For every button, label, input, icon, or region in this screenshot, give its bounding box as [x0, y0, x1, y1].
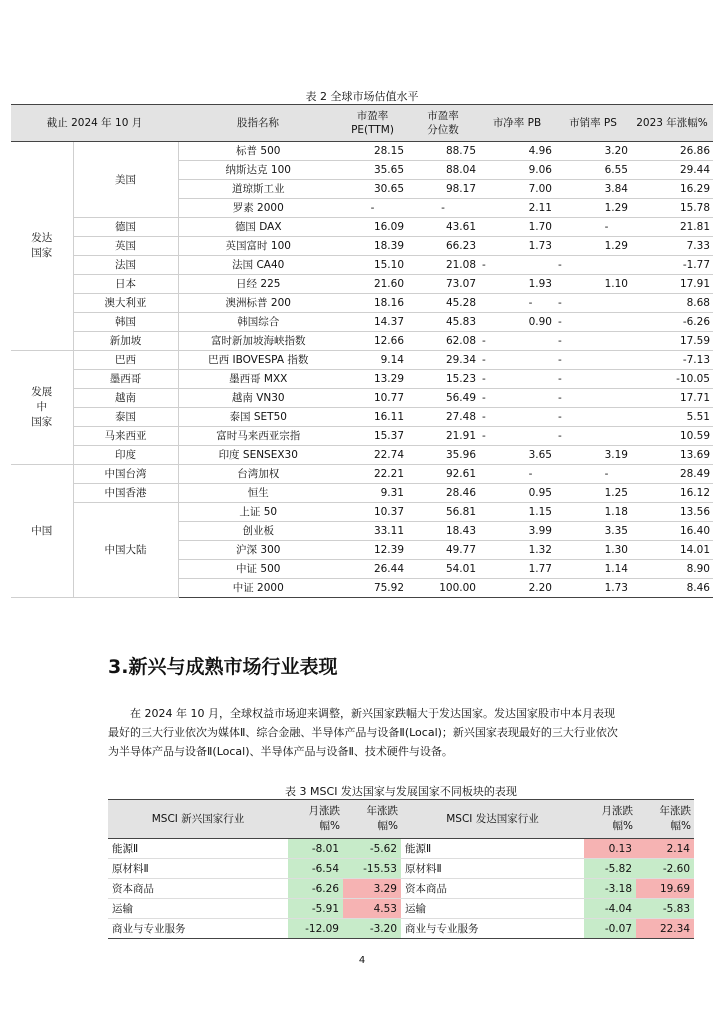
sector-table [108, 799, 694, 939]
header-pb: 市净率 PB [479, 105, 555, 142]
index-name: 富时马来西亚宗指 [178, 427, 338, 446]
pe-percentile: 56.81 [407, 503, 479, 522]
pe-value: 16.11 [338, 408, 407, 427]
header-ps: 市销率 PS [555, 105, 631, 142]
region-cell: 韩国 [73, 313, 178, 332]
pe-value: 35.65 [338, 161, 407, 180]
pb-value: 9.06 [479, 161, 555, 180]
table-row [11, 218, 713, 237]
index-name: 罗素 2000 [178, 199, 338, 218]
pe-percentile: 98.17 [407, 180, 479, 199]
pe-value: 18.39 [338, 237, 407, 256]
pe-percentile: 43.61 [407, 218, 479, 237]
table-row [11, 389, 713, 408]
pe-percentile: 88.04 [407, 161, 479, 180]
pb-value: 1.15 [479, 503, 555, 522]
region-cell: 日本 [73, 275, 178, 294]
region-cell: 泰国 [73, 408, 178, 427]
pe-percentile: 15.23 [407, 370, 479, 389]
region-cell: 美国 [73, 142, 178, 218]
ps-value: - [555, 256, 631, 275]
em-year-value: 3.29 [343, 879, 401, 899]
pe-value: 14.37 [338, 313, 407, 332]
group-developed: 发达 国家 [11, 142, 73, 351]
ps-value: - [555, 427, 631, 446]
pb-value: 0.90 [479, 313, 555, 332]
region-cell: 巴西 [73, 351, 178, 370]
pe-value: 22.21 [338, 465, 407, 484]
change-value: 26.86 [631, 142, 713, 161]
pe-value: 13.29 [338, 370, 407, 389]
index-name: 日经 225 [178, 275, 338, 294]
pe-percentile: 56.49 [407, 389, 479, 408]
header-dm-sector: MSCI 发达国家行业 [401, 800, 584, 839]
pe-value: 28.15 [338, 142, 407, 161]
table-row [11, 256, 713, 275]
group-china: 中国 [11, 465, 73, 598]
em-month-value: -6.54 [288, 859, 343, 879]
pe-percentile: 62.08 [407, 332, 479, 351]
ps-value: 1.18 [555, 503, 631, 522]
table-row [11, 370, 713, 389]
header-em-year: 年涨跌 幅% [343, 800, 401, 839]
pe-value: 10.37 [338, 503, 407, 522]
pe-value: 15.37 [338, 427, 407, 446]
header-em-sector: MSCI 新兴国家行业 [108, 800, 288, 839]
pb-value: - [479, 370, 555, 389]
index-name: 创业板 [178, 522, 338, 541]
pe-percentile: 45.83 [407, 313, 479, 332]
header-pe: 市盈率 PE(TTM) [338, 105, 407, 142]
pe-value: 18.16 [338, 294, 407, 313]
change-value: 16.40 [631, 522, 713, 541]
ps-value: 1.25 [555, 484, 631, 503]
ps-value: - [555, 332, 631, 351]
table-row [11, 503, 713, 522]
table-row [11, 313, 713, 332]
header-dm-month: 月涨跌 幅% [584, 800, 636, 839]
table-row [11, 237, 713, 256]
table-row [108, 919, 694, 939]
page-number: 4 [358, 955, 366, 966]
change-value: 16.12 [631, 484, 713, 503]
pb-value: 0.95 [479, 484, 555, 503]
em-sector-name: 能源Ⅱ [108, 839, 288, 859]
pe-percentile: 49.77 [407, 541, 479, 560]
index-name: 越南 VN30 [178, 389, 338, 408]
pb-value: 2.20 [479, 579, 555, 598]
index-name: 道琼斯工业 [178, 180, 338, 199]
ps-value: 3.20 [555, 142, 631, 161]
pe-value: - [338, 199, 407, 218]
change-value: 28.49 [631, 465, 713, 484]
em-month-value: -12.09 [288, 919, 343, 939]
change-value: 29.44 [631, 161, 713, 180]
table-row [11, 408, 713, 427]
change-value: -7.13 [631, 351, 713, 370]
index-name: 标普 500 [178, 142, 338, 161]
pe-value: 21.60 [338, 275, 407, 294]
change-value: 10.59 [631, 427, 713, 446]
dm-sector-name: 运输 [401, 899, 584, 919]
em-sector-name: 原材料Ⅱ [108, 859, 288, 879]
section-heading: 3.新兴与成熟市场行业表现 [108, 656, 338, 678]
table-row [108, 899, 694, 919]
dm-year-value: -5.83 [636, 899, 694, 919]
region-cell: 新加坡 [73, 332, 178, 351]
em-month-value: -5.91 [288, 899, 343, 919]
pe-value: 15.10 [338, 256, 407, 275]
pe-percentile: 28.46 [407, 484, 479, 503]
pb-value: 1.93 [479, 275, 555, 294]
pe-percentile: 66.23 [407, 237, 479, 256]
dm-year-value: -2.60 [636, 859, 694, 879]
header-pe-pct: 市盈率 分位数 [407, 105, 479, 142]
table-row [108, 859, 694, 879]
ps-value: 1.73 [555, 579, 631, 598]
table-row [11, 332, 713, 351]
table-row [11, 484, 713, 503]
em-month-value: -6.26 [288, 879, 343, 899]
em-sector-name: 商业与专业服务 [108, 919, 288, 939]
change-value: 17.59 [631, 332, 713, 351]
region-cell: 法国 [73, 256, 178, 275]
index-name: 法国 CA40 [178, 256, 338, 275]
pb-value: - [479, 408, 555, 427]
change-value: 8.90 [631, 560, 713, 579]
region-cell: 马来西亚 [73, 427, 178, 446]
dm-sector-name: 原材料Ⅱ [401, 859, 584, 879]
index-name: 富时新加坡海峡指数 [178, 332, 338, 351]
index-name: 韩国综合 [178, 313, 338, 332]
pe-value: 33.11 [338, 522, 407, 541]
em-sector-name: 资本商品 [108, 879, 288, 899]
region-cell: 越南 [73, 389, 178, 408]
ps-value: 1.30 [555, 541, 631, 560]
ps-value: 3.84 [555, 180, 631, 199]
pe-value: 30.65 [338, 180, 407, 199]
change-value: 8.68 [631, 294, 713, 313]
em-year-value: -15.53 [343, 859, 401, 879]
pe-value: 22.74 [338, 446, 407, 465]
pb-value: 7.00 [479, 180, 555, 199]
em-year-value: 4.53 [343, 899, 401, 919]
index-name: 巴西 IBOVESPA 指数 [178, 351, 338, 370]
index-name: 英国富时 100 [178, 237, 338, 256]
pe-percentile: - [407, 199, 479, 218]
ps-value: 1.14 [555, 560, 631, 579]
dm-year-value: 2.14 [636, 839, 694, 859]
change-value: -10.05 [631, 370, 713, 389]
region-cell: 中国香港 [73, 484, 178, 503]
pb-value: 1.73 [479, 237, 555, 256]
pe-value: 26.44 [338, 560, 407, 579]
pe-value: 9.14 [338, 351, 407, 370]
pb-value: - [479, 256, 555, 275]
em-year-value: -5.62 [343, 839, 401, 859]
ps-value: - [555, 370, 631, 389]
pb-value: - [479, 351, 555, 370]
header-em-month: 月涨跌 幅% [288, 800, 343, 839]
ps-value: 1.29 [555, 237, 631, 256]
pb-value: - [479, 294, 555, 313]
region-cell: 印度 [73, 446, 178, 465]
table3-caption: 表 3 MSCI 发达国家与发展国家不同板块的表现 [285, 785, 517, 798]
ps-value: - [555, 294, 631, 313]
change-value: 14.01 [631, 541, 713, 560]
ps-value: - [555, 465, 631, 484]
pe-percentile: 18.43 [407, 522, 479, 541]
section-paragraph: 在 2024 年 10 月，全球权益市场迎来调整，新兴国家跌幅大于发达国家。发达国家股市中本月表现最好的三大行业依次为媒体Ⅱ、综合金融、半导体产品与设备Ⅱ(Local)；新兴国家表现最好的三大行业依次为半导体产品与设备Ⅱ(Local)、半导体产品与设备Ⅱ、技术硬件与设备。 [108, 707, 618, 758]
change-value: 8.46 [631, 579, 713, 598]
change-value: 13.56 [631, 503, 713, 522]
pe-percentile: 54.01 [407, 560, 479, 579]
region-cell: 中国大陆 [73, 503, 178, 598]
header-dm-year: 年涨跌 幅% [636, 800, 694, 839]
index-name: 上证 50 [178, 503, 338, 522]
ps-value: 3.35 [555, 522, 631, 541]
region-cell: 英国 [73, 237, 178, 256]
change-value: 21.81 [631, 218, 713, 237]
change-value: 13.69 [631, 446, 713, 465]
ps-value: - [555, 389, 631, 408]
em-sector-name: 运输 [108, 899, 288, 919]
pb-value: - [479, 332, 555, 351]
dm-month-value: -3.18 [584, 879, 636, 899]
valuation-table [11, 104, 713, 598]
pe-percentile: 45.28 [407, 294, 479, 313]
pe-percentile: 21.08 [407, 256, 479, 275]
em-year-value: -3.20 [343, 919, 401, 939]
pe-percentile: 92.61 [407, 465, 479, 484]
em-month-value: -8.01 [288, 839, 343, 859]
change-value: 17.71 [631, 389, 713, 408]
change-value: 16.29 [631, 180, 713, 199]
ps-value: - [555, 218, 631, 237]
dm-sector-name: 商业与专业服务 [401, 919, 584, 939]
dm-month-value: -4.04 [584, 899, 636, 919]
dm-month-value: -0.07 [584, 919, 636, 939]
index-name: 中证 2000 [178, 579, 338, 598]
table-row [11, 351, 713, 370]
pb-value: - [479, 389, 555, 408]
dm-year-value: 22.34 [636, 919, 694, 939]
header-index: 股指名称 [178, 105, 338, 142]
table-row [108, 839, 694, 859]
index-name: 澳洲标普 200 [178, 294, 338, 313]
ps-value: - [555, 351, 631, 370]
header-chg: 2023 年涨幅% [631, 105, 713, 142]
change-value: 15.78 [631, 199, 713, 218]
ps-value: 1.10 [555, 275, 631, 294]
index-name: 纳斯达克 100 [178, 161, 338, 180]
pb-value: 1.32 [479, 541, 555, 560]
header-date: 截止 2024 年 10 月 [11, 105, 178, 142]
pe-percentile: 35.96 [407, 446, 479, 465]
change-value: -6.26 [631, 313, 713, 332]
change-value: 17.91 [631, 275, 713, 294]
dm-year-value: 19.69 [636, 879, 694, 899]
index-name: 泰国 SET50 [178, 408, 338, 427]
pe-percentile: 73.07 [407, 275, 479, 294]
pe-percentile: 88.75 [407, 142, 479, 161]
change-value: 7.33 [631, 237, 713, 256]
pe-percentile: 29.34 [407, 351, 479, 370]
table2-caption: 表 2 全球市场估值水平 [305, 90, 419, 103]
region-cell: 墨西哥 [73, 370, 178, 389]
pb-value: 2.11 [479, 199, 555, 218]
table-row [11, 275, 713, 294]
index-name: 台湾加权 [178, 465, 338, 484]
region-cell: 中国台湾 [73, 465, 178, 484]
change-value: 5.51 [631, 408, 713, 427]
ps-value: 3.19 [555, 446, 631, 465]
ps-value: 1.29 [555, 199, 631, 218]
group-emerging: 发展 中 国家 [11, 351, 73, 465]
pb-value: 4.96 [479, 142, 555, 161]
pb-value: 1.70 [479, 218, 555, 237]
pe-percentile: 27.48 [407, 408, 479, 427]
index-name: 印度 SENSEX30 [178, 446, 338, 465]
region-cell: 澳大利亚 [73, 294, 178, 313]
index-name: 德国 DAX [178, 218, 338, 237]
table-row [11, 142, 713, 161]
table-row [11, 427, 713, 446]
pe-value: 12.39 [338, 541, 407, 560]
index-name: 中证 500 [178, 560, 338, 579]
pb-value: - [479, 427, 555, 446]
pe-value: 12.66 [338, 332, 407, 351]
pe-value: 9.31 [338, 484, 407, 503]
region-cell: 德国 [73, 218, 178, 237]
ps-value: - [555, 313, 631, 332]
dm-sector-name: 资本商品 [401, 879, 584, 899]
ps-value: 6.55 [555, 161, 631, 180]
pb-value: 3.99 [479, 522, 555, 541]
table-row [108, 879, 694, 899]
pe-percentile: 100.00 [407, 579, 479, 598]
dm-month-value: -5.82 [584, 859, 636, 879]
ps-value: - [555, 408, 631, 427]
dm-sector-name: 能源Ⅱ [401, 839, 584, 859]
pb-value: - [479, 465, 555, 484]
pb-value: 1.77 [479, 560, 555, 579]
change-value: -1.77 [631, 256, 713, 275]
dm-month-value: 0.13 [584, 839, 636, 859]
table-row [11, 446, 713, 465]
index-name: 墨西哥 MXX [178, 370, 338, 389]
pe-value: 10.77 [338, 389, 407, 408]
pb-value: 3.65 [479, 446, 555, 465]
table-row [11, 465, 713, 484]
pe-value: 75.92 [338, 579, 407, 598]
pe-value: 16.09 [338, 218, 407, 237]
index-name: 沪深 300 [178, 541, 338, 560]
table-row [11, 294, 713, 313]
index-name: 恒生 [178, 484, 338, 503]
pe-percentile: 21.91 [407, 427, 479, 446]
